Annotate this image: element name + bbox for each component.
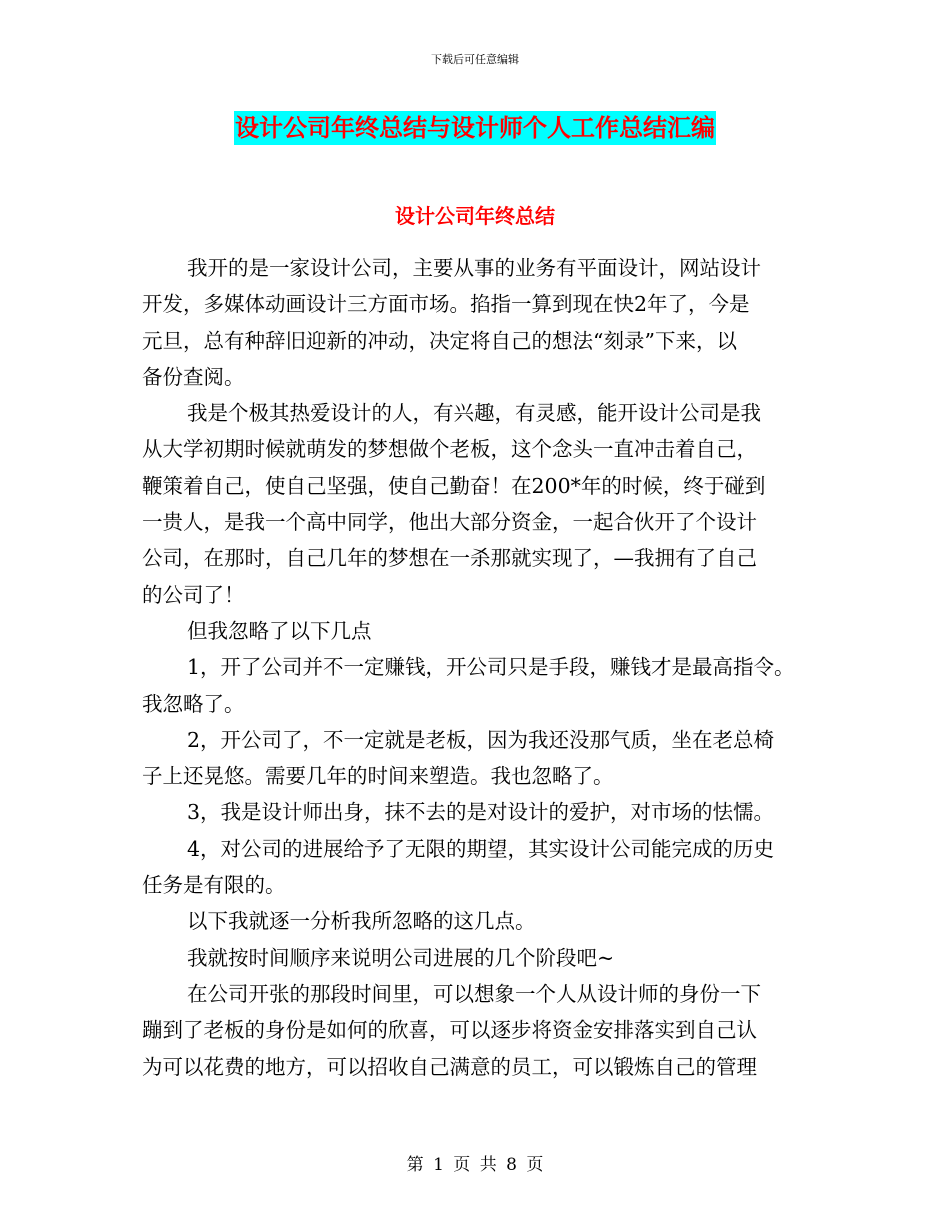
paragraph-line: 我开的是一家设计公司，主要从事的业务有平面设计，网站设计: [187, 256, 761, 280]
paragraph-line: 4，对公司的进展给予了无限的期望，其实设计公司能完成的历史: [187, 836, 775, 861]
paragraph: [142, 722, 832, 795]
paragraph-line: 从大学初期时候就萌发的梦想做个老板，这个念头一直冲击着自己，: [142, 437, 757, 462]
paragraph-line: 以下我就逐一分析我所忽略的这几点。: [187, 909, 536, 934]
paragraph-line: 元旦，总有种辞旧迎新的冲动，决定将自己的想法“刻录”下来，以: [142, 328, 737, 353]
paragraph-line: 开发，多媒体动画设计三方面市场。掐指一算到现在快2年了，今是: [142, 292, 750, 317]
paragraph-line: 任务是有限的。: [142, 873, 286, 898]
page-header-note: 下载后可任意编辑: [431, 53, 519, 66]
paragraph-line: 鞭策着自己，使自己坚强，使自己勤奋！在200*年的时候，终于碰到: [142, 473, 766, 498]
document-title-wrapper: [234, 111, 716, 145]
paragraph-line: 我是个极其热爱设计的人，有兴趣，有灵感，能开设计公司是我: [187, 401, 761, 426]
paragraph-line: 1，开了公司并不一定赚钱，开公司只是手段，赚钱才是最高指令。: [187, 655, 795, 680]
paragraph: [142, 976, 832, 1085]
paragraph-line: 的公司了！: [142, 582, 245, 607]
paragraph: [142, 395, 832, 613]
paragraph-line: 备份查阅。: [142, 364, 245, 389]
paragraph-line: 子上还晃悠。需要几年的时间来塑造。我也忽略了。: [142, 764, 614, 789]
paragraph: [142, 940, 832, 976]
page-footer: 第 1 页 共 8 页: [406, 1155, 544, 1175]
paragraph: [142, 831, 832, 904]
paragraph: [142, 794, 832, 830]
document-body: [142, 250, 832, 1085]
paragraph-line: 我就按时间顺序来说明公司进展的几个阶段吧~: [187, 945, 615, 970]
paragraph-line: 3，我是设计师出身，抹不去的是对设计的爱护，对市场的怯懦。: [187, 800, 775, 825]
paragraph-line: 在公司开张的那段时间里，可以想象一个人从设计师的身份一下: [187, 981, 761, 1006]
paragraph: [142, 649, 832, 722]
paragraph: [142, 250, 832, 395]
paragraph-line: 公司，在那时，自己几年的梦想在一杀那就实现了，—我拥有了自己: [142, 546, 757, 571]
paragraph: [142, 613, 832, 649]
paragraph-line: 为可以花费的地方，可以招收自己满意的员工，可以锻炼自己的管理: [142, 1054, 757, 1079]
paragraph-line: 蹦到了老板的身份是如何的欣喜，可以逐步将资金安排落实到自己认: [142, 1018, 757, 1043]
paragraph-line: 一贵人，是我一个高中同学，他出大部分资金，一起合伙开了个设计: [142, 510, 757, 535]
section-title: 设计公司年终总结: [395, 204, 555, 228]
paragraph-line: 我忽略了。: [142, 691, 245, 716]
paragraph: [142, 903, 832, 939]
paragraph-line: 2，开公司了，不一定就是老板，因为我还没那气质，坐在老总椅: [187, 727, 775, 752]
document-title: 设计公司年终总结与设计师个人工作总结汇编: [234, 111, 716, 145]
paragraph-line: 但我忽略了以下几点: [187, 618, 372, 643]
